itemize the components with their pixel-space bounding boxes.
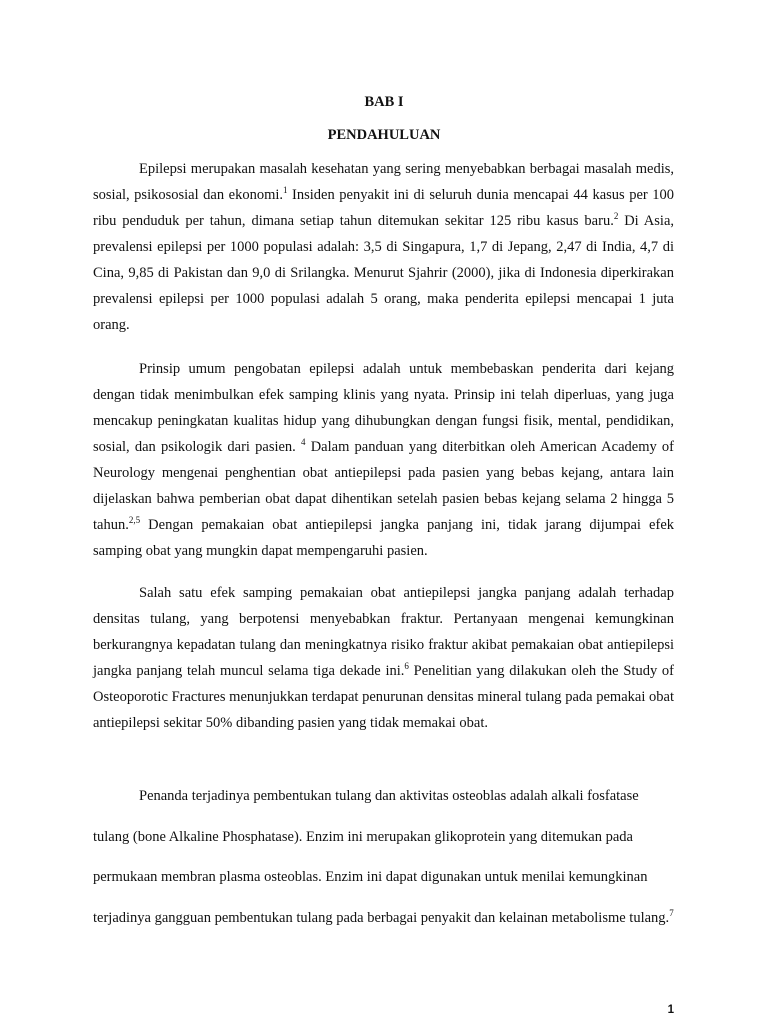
citation-superscript: 7	[669, 907, 674, 918]
text-run: Epilepsi merupakan masalah kesehatan yang sering menyebabkan berbagai masalah medis, sosial, psikososial dan ekonomi.	[93, 161, 674, 203]
body-paragraph-4	[93, 776, 674, 938]
page-number: 1	[667, 1004, 674, 1016]
paragraph-text	[93, 580, 674, 736]
text-run: Penanda terjadinya pembentukan tulang dan aktivitas osteoblas adalah alkali fosfatase tulang (bone Alkaline Phosphatase). Enzim ini merupakan glikoprotein yang ditemukan pada permukaan membran plasma osteoblas. Enzim ini dapat digunakan untuk menilai kemungkinan terjadinya gangguan pembentukan tulang pada berbagai penyakit dan kelainan metabolisme tulang.	[93, 788, 670, 926]
citation-superscript: 4	[301, 437, 306, 447]
citation-superscript: 2,5	[128, 515, 141, 525]
text-run: Salah satu efek samping pemakaian obat antiepilepsi jangka panjang adalah terhadap densitas tulang, yang berpotensi menyebabkan fraktur. Pertanyaan mengenai kemungkinan berkurangnya kepadatan tulang dan meningkatnya risiko fraktur akibat pemakaian obat antiepilepsi jangka panjang telah muncul selama tiga dekade ini.	[93, 585, 674, 679]
body-paragraph-3	[93, 580, 674, 736]
chapter-heading: BAB I	[364, 94, 404, 110]
citation-superscript: 2	[613, 211, 619, 221]
text-run: Dengan pemakaian obat antiepilepsi jangka panjang ini, tidak jarang dijumpai efek samping obat yang mungkin dapat mempengaruhi pasien.	[93, 517, 674, 559]
text-run: Dalam panduan yang diterbitkan oleh American Academy of Neurology mengenai penghentian obat antiepilepsi pada pasien yang bebas kejang, antara lain dijelaskan bahwa pemberian obat dapat dihentikan setelah pasien bebas kejang selama 2 hingga 5 tahun.	[93, 439, 675, 533]
paragraph-text	[93, 356, 674, 564]
citation-superscript: 1	[283, 185, 288, 195]
citation-superscript: 6	[404, 661, 409, 671]
body-paragraph-1	[93, 156, 674, 338]
text-run: Insiden penyakit ini di seluruh dunia mencapai 44 kasus per 100 ribu penduduk per tahun, dimana setiap tahun ditemukan sekitar 125 ribu kasus baru.	[93, 187, 674, 229]
paragraph-text	[93, 776, 674, 938]
text-run: Di Asia, prevalensi epilepsi per 1000 populasi adalah: 3,5 di Singapura, 1,7 di Jepang, 2,47 di India, 4,7 di Cina, 9,85 di Pakistan dan 9,0 di Srilangka. Menurut Sjahrir (2000), jika di Indonesia diperkirakan prevalensi epilepsi per 1000 populasi adalah 5 orang, maka penderita epilepsi mencapai 1 juta orang.	[93, 213, 675, 333]
text-run: Penelitian yang dilakukan oleh the Study of Osteoporotic Fractures menunjukkan terdapat penurunan densitas mineral tulang pada pemakai obat antiepilepsi sekitar 50% dibanding pasien yang tidak memakai obat.	[93, 663, 675, 731]
paragraph-text	[93, 156, 674, 338]
text-run: Prinsip umum pengobatan epilepsi adalah untuk membebaskan penderita dari kejang dengan tidak menimbulkan efek samping klinis yang nyata. Prinsip ini telah diperluas, yang juga mencakup peningkatan kualitas hidup yang dihubungkan dengan fungsi fisik, mental, pendidikan, sosial, dan psikologik dari pasien.	[93, 361, 674, 455]
body-paragraph-2	[93, 356, 674, 564]
chapter-title: PENDAHULUAN	[327, 127, 441, 143]
